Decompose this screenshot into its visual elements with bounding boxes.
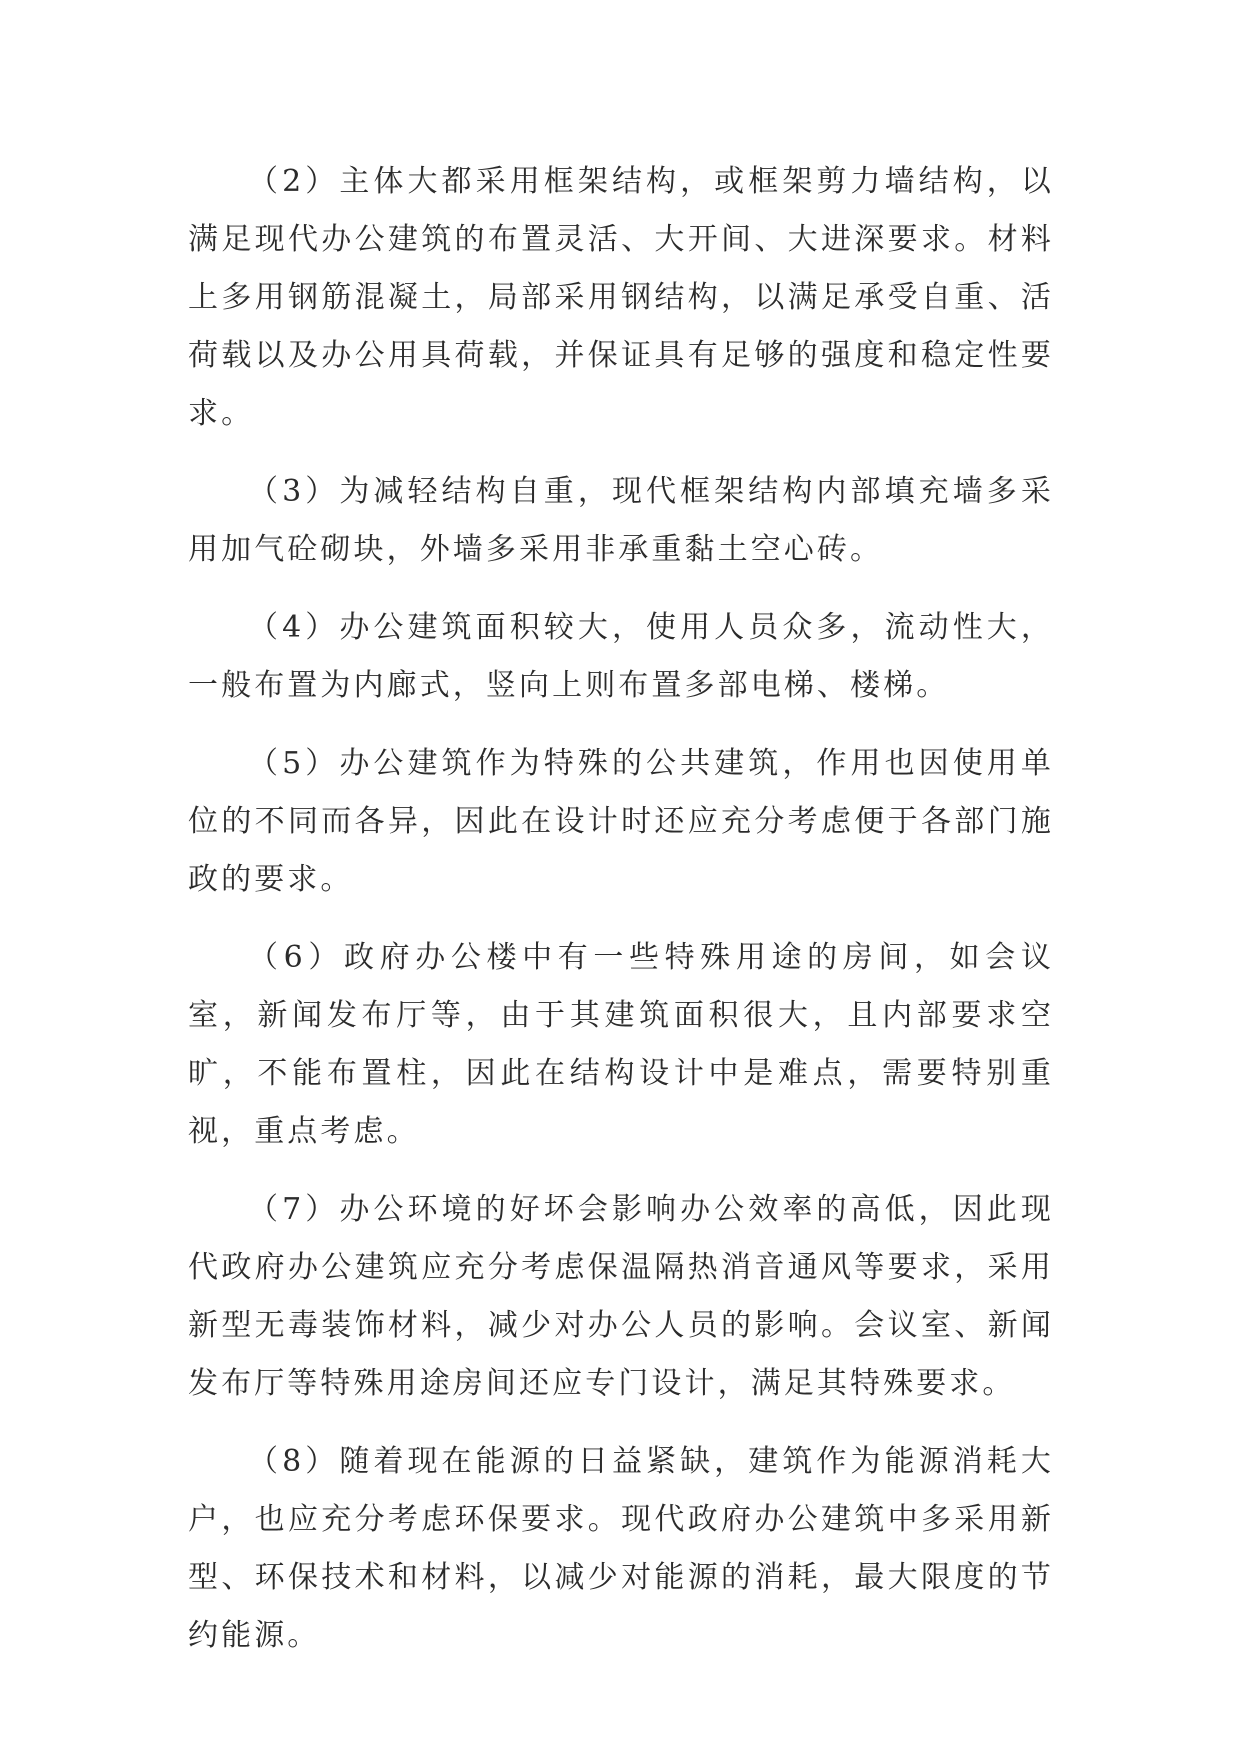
paragraph-5: （5）办公建筑作为特殊的公共建筑，作用也因使用单位的不同而各异，因此在设计时还应充分考虑便于各部门施政的要求。 [188,746,1054,897]
document-body [188,153,1054,1685]
paragraph-3: （3）为减轻结构自重，现代框架结构内部填充墙多采用加气砼砌块，外墙多采用非承重黏土空心砖。 [188,474,1054,567]
paragraph-7: （7）办公环境的好坏会影响办公效率的高低，因此现代政府办公建筑应充分考虑保温隔热消音通风等要求，采用新型无毒装饰材料，减少对办公人员的影响。会议室、新闻发布厅等特殊用途房间还应专门设计，满足其特殊要求。 [188,1192,1054,1401]
paragraph-4: （4）办公建筑面积较大，使用人员众多，流动性大，一般布置为内廊式，竖向上则布置多部电梯、楼梯。 [188,610,1054,703]
paragraph-6: （6）政府办公楼中有一些特殊用途的房间，如会议室，新闻发布厅等，由于其建筑面积很大，且内部要求空旷，不能布置柱，因此在结构设计中是难点，需要特别重视，重点考虑。 [188,940,1054,1149]
paragraph-8: （8）随着现在能源的日益紧缺，建筑作为能源消耗大户，也应充分考虑环保要求。现代政府办公建筑中多采用新型、环保技术和材料，以减少对能源的消耗，最大限度的节约能源。 [188,1444,1054,1653]
paragraph-2: （2）主体大都采用框架结构，或框架剪力墙结构，以满足现代办公建筑的布置灵活、大开间、大进深要求。材料上多用钢筋混凝土，局部采用钢结构，以满足承受自重、活荷载以及办公用具荷载，并保证具有足够的强度和稳定性要求。 [188,164,1054,431]
